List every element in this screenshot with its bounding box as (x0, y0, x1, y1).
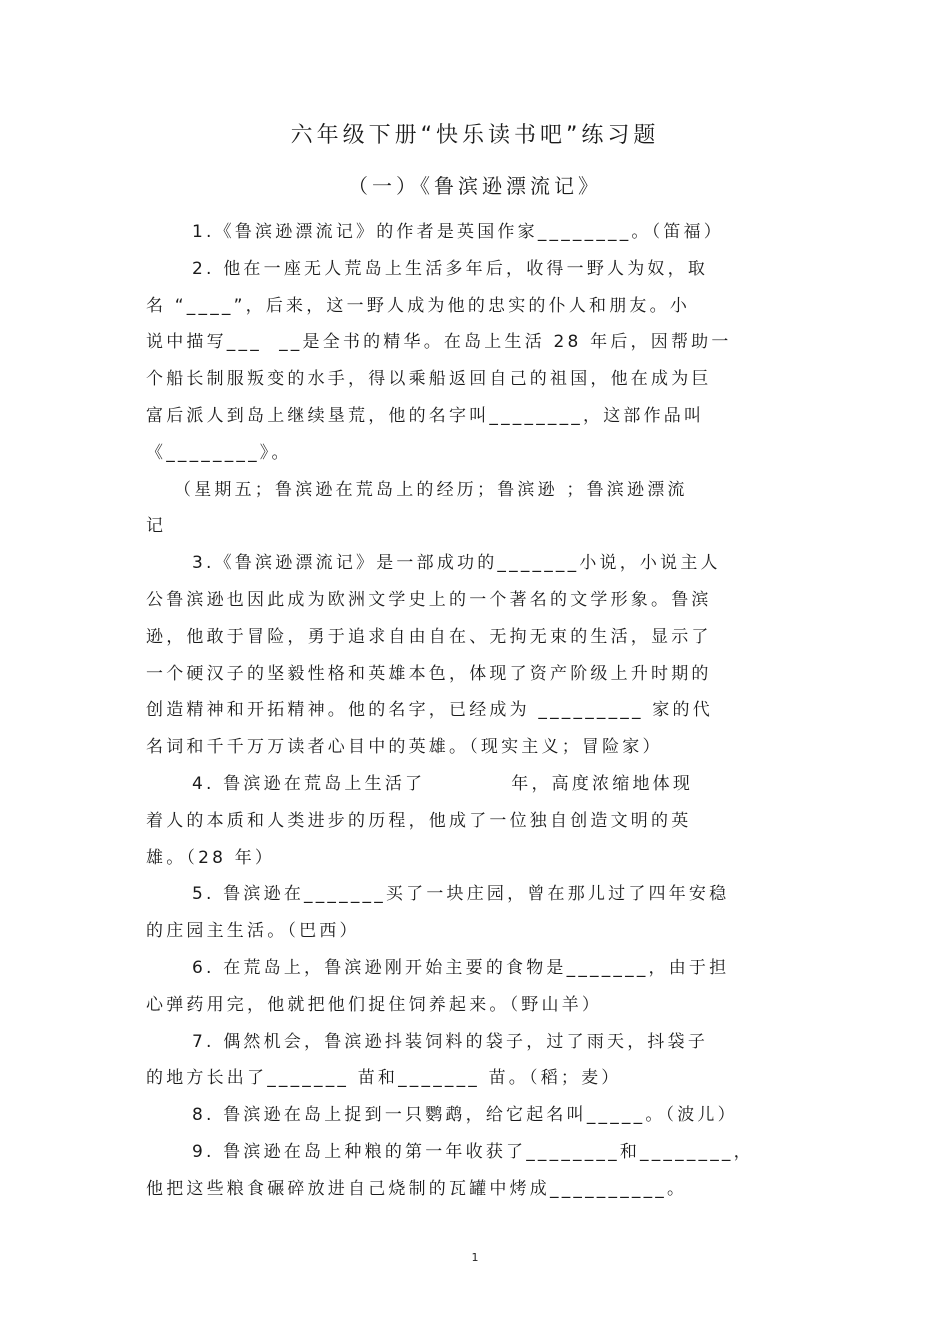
question-2-line-6: 《________》。 (146, 442, 292, 463)
page-number: 1 (471, 1251, 479, 1264)
question-9-line-2: 他把这些粮食碾碎放进自己烧制的瓦罐中烤成__________。 (146, 1178, 688, 1199)
question-2-line-1: 2. 他在一座无人荒岛上生活多年后，收得一野人为奴，取 (192, 258, 709, 279)
question-1-line-1: 1.《鲁滨逊漂流记》的作者是英国作家________。（笛福） (192, 222, 724, 242)
question-8-line-1: 8. 鲁滨逊在岛上捉到一只鹦鹉，给它起名叫_____。（波儿） (192, 1105, 738, 1126)
section-title: （一）《鲁滨逊漂流记》 (348, 174, 602, 198)
question-2-line-4: 个船长制服叛变的水手，得以乘船返回自己的祖国，他在成为巨 (146, 369, 712, 390)
question-7-line-1: 7. 偶然机会，鲁滨逊抖装饲料的袋子，过了雨天，抖袋子 (192, 1031, 709, 1052)
question-4-line-3: 雄。（28 年） (146, 847, 276, 868)
question-4-line-2: 着人的本质和人类进步的历程，他成了一位独自创造文明的英 (146, 810, 692, 831)
question-list (146, 214, 806, 1208)
question-9-line-1: 9. 鲁滨逊在岛上种粮的第一年收获了________和________， (192, 1141, 754, 1162)
question-2-line-2: 名 “____”，后来，这一野人成为他的忠实的仆人和朋友。小 (146, 295, 691, 316)
question-2-answer-line-1: （星期五；鲁滨逊在荒岛上的经历；鲁滨逊 ；鲁滨逊漂流 (174, 479, 688, 500)
question-2-line-5: 富后派人到岛上继续垦荒，他的名字叫________，这部作品叫 (146, 405, 705, 426)
question-3-line-3: 逊，他敢于冒险，勇于追求自由自在、无拘无束的生活，显示了 (146, 626, 712, 647)
question-4-line-1: 4. 鲁滨逊在荒岛上生活了 年，高度浓缩地体现 (192, 773, 694, 794)
question-6-line-2: 心弹药用完，他就把他们捉住饲养起来。（野山羊） (146, 994, 603, 1015)
question-5-line-1: 5. 鲁滨逊在_______买了一块庄园，曾在那儿过了四年安稳 (192, 884, 730, 905)
question-3-line-6: 名词和千千万万读者心目中的英雄。（现实主义；冒险家） (146, 737, 663, 758)
question-2-answer-line-2: 记 (146, 516, 167, 537)
question-5-line-2: 的庄园主生活。（巴西） (146, 921, 360, 942)
question-3-line-1: 3.《鲁滨逊漂流记》是一部成功的_______小说，小说主人 (192, 553, 721, 574)
question-3-line-4: 一个硬汉子的坚毅性格和英雄本色，体现了资产阶级上升时期的 (146, 663, 712, 684)
question-6-line-1: 6. 在荒岛上，鲁滨逊刚开始主要的食物是_______，由于担 (192, 957, 730, 978)
question-2-line-3: 说中描写___ __是全书的精华。在岛上生活 28 年后，因帮助一 (146, 332, 732, 353)
question-3-line-2: 公鲁滨逊也因此成为欧洲文学史上的一个著名的文学形象。鲁滨 (146, 589, 712, 610)
question-3-line-5: 创造精神和开拓精神。他的名字，已经成为 _________ 家的代 (146, 700, 713, 721)
question-7-line-2: 的地方长出了_______ 苗和_______ 苗。（稻；麦） (146, 1068, 622, 1089)
page-title: 六年级下册“快乐读书吧”练习题 (290, 123, 660, 148)
